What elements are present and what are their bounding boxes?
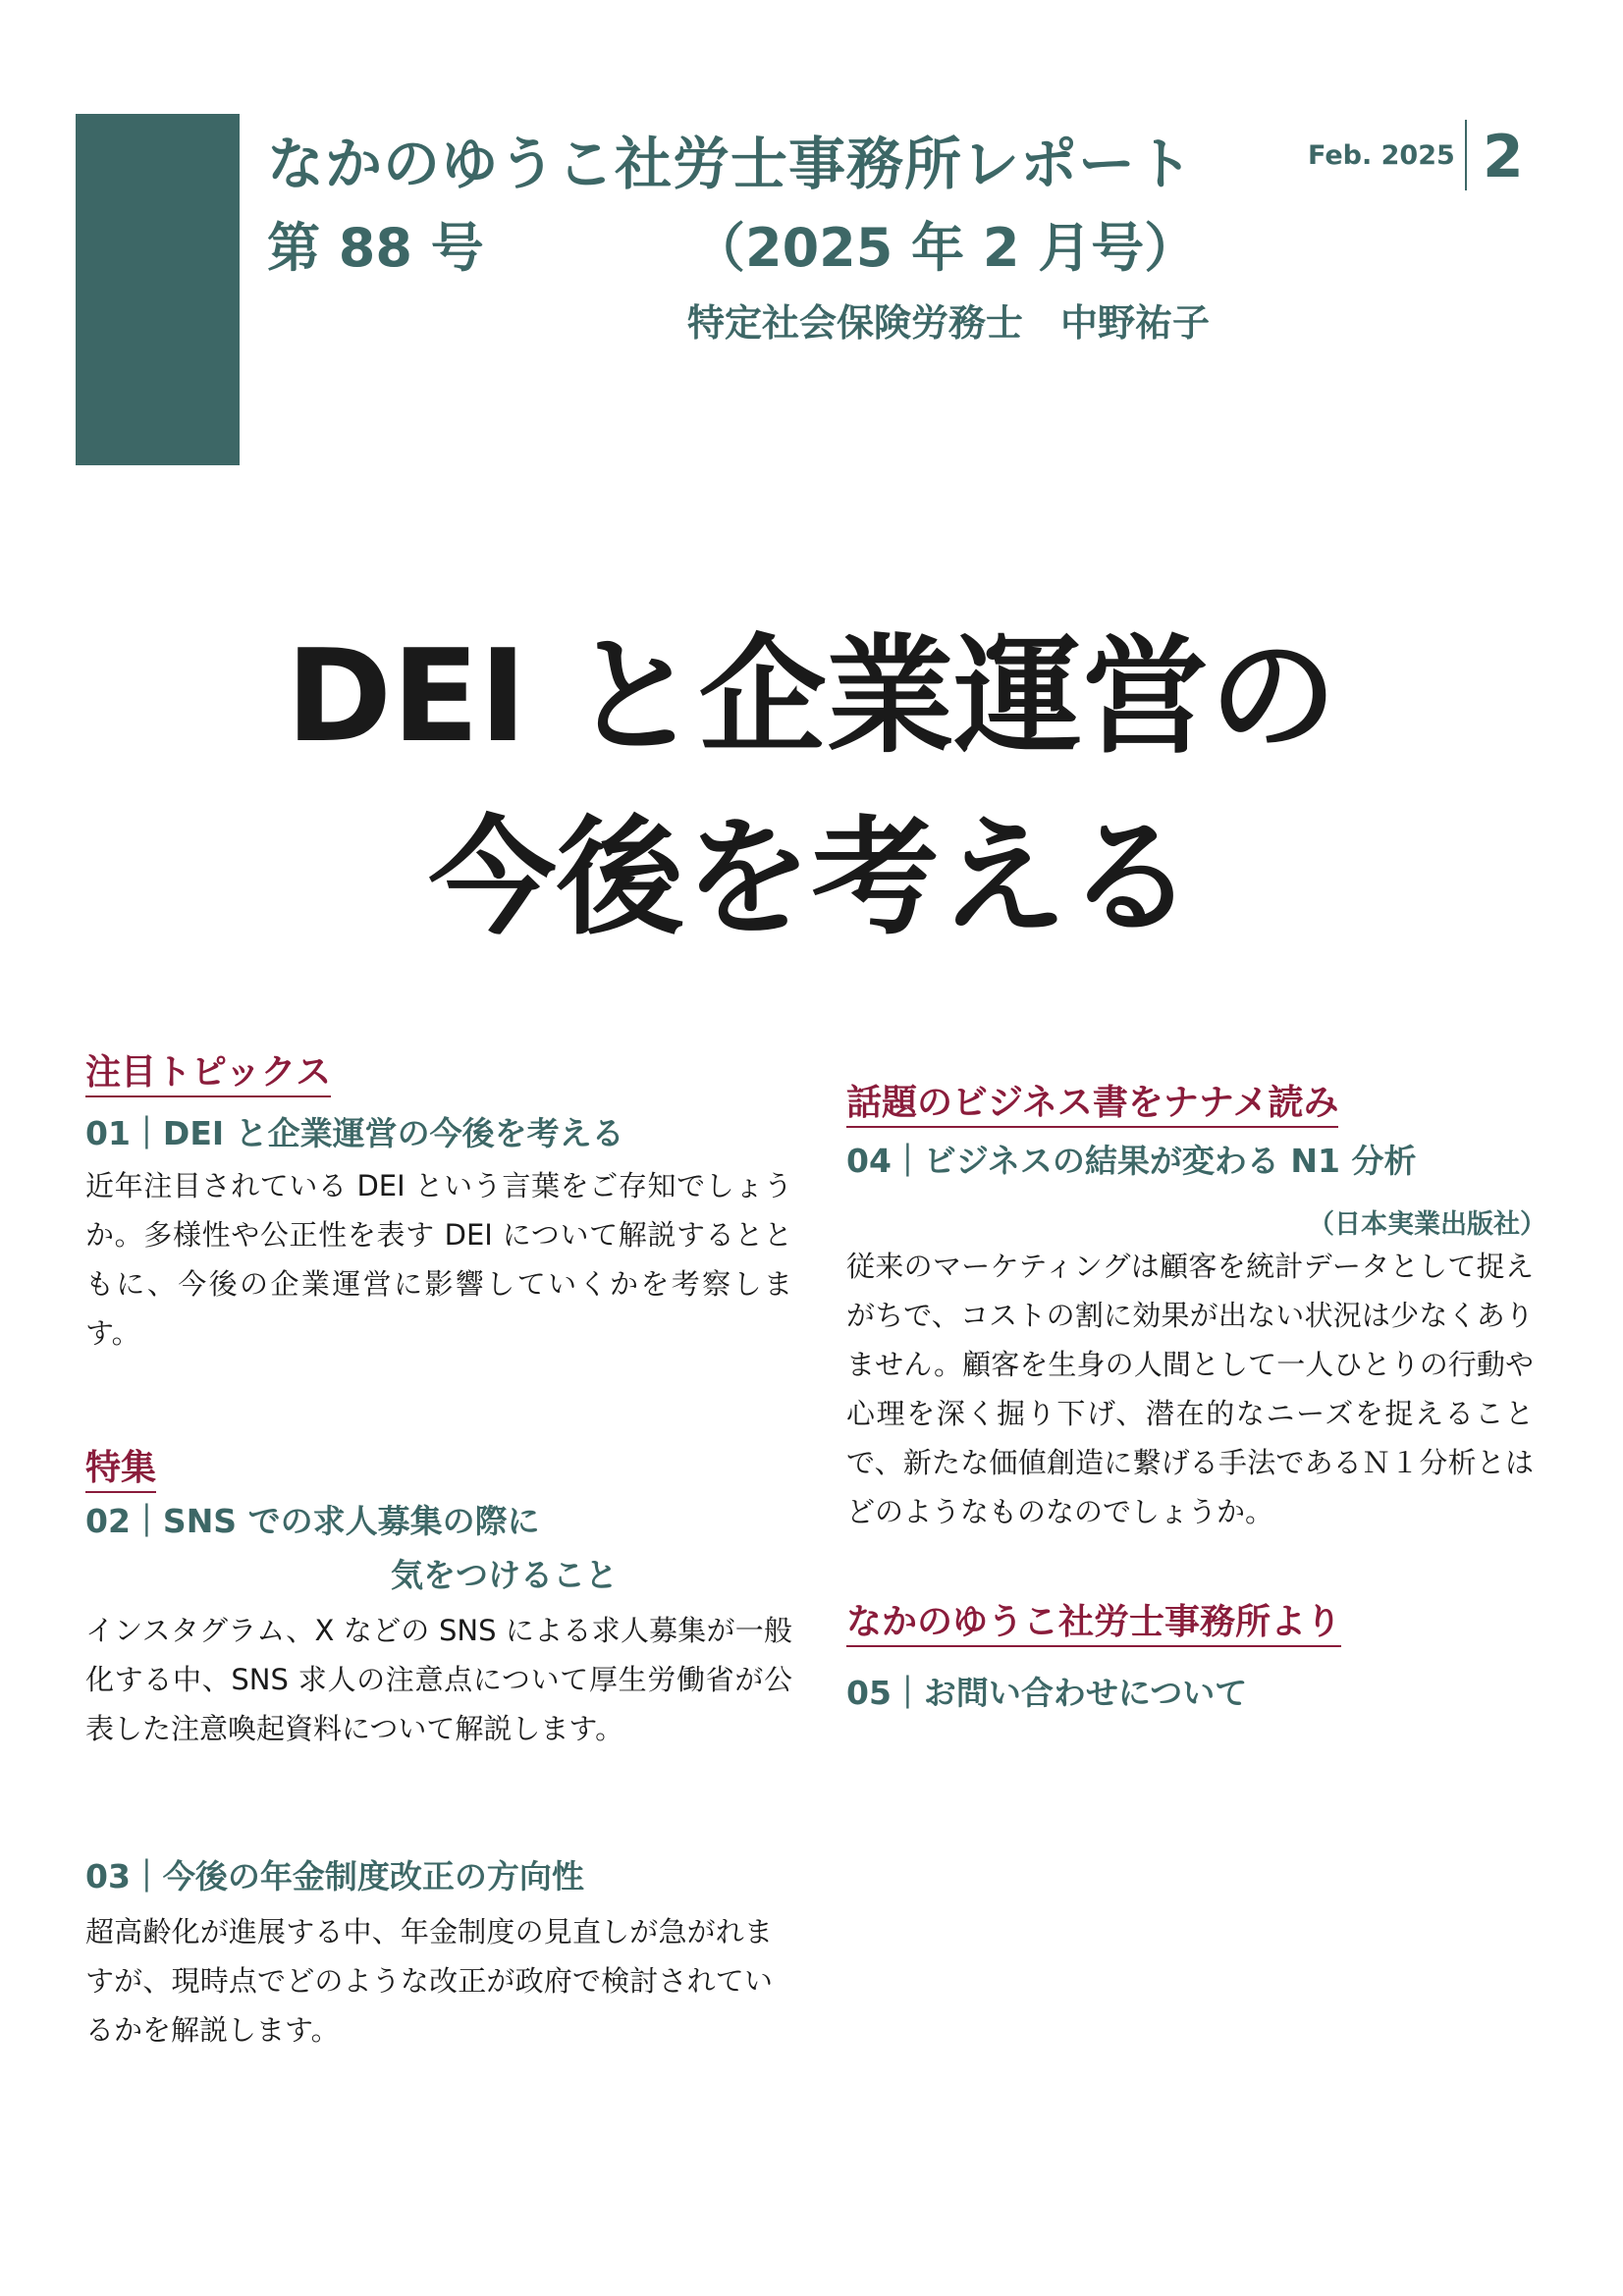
- item-title-03: 03｜今後の年金制度改正の方向性: [85, 1857, 584, 1896]
- item-body-03: 超高齢化が進展する中、年金制度の見直しが急がれますが、現時点でどのような改正が政府で検討されているかを解説します。: [85, 1915, 773, 2047]
- item-title-05: 05｜お問い合わせについて: [846, 1674, 1248, 1712]
- item-body-04: 従来のマーケティングは顧客を統計データとして捉えがちで、コストの割に効果が出ない状況は少なくありません。顧客を生身の人間として一人ひとりの行動や心理を深く掘り下げ、潜在的なニーズを捉えることで、新たな価値創造に繋げる手法であるＮ１分析とはどのようなものなのでしょうか。: [846, 1250, 1534, 1528]
- item-title-02-line-1: 02｜SNS での求人募集の際に: [85, 1502, 540, 1540]
- main-headline-line-1: DEI と企業運営の: [286, 621, 1337, 771]
- item-title-01: 01｜DEI と企業運営の今後を考える: [85, 1114, 624, 1152]
- main-headline-line-2: 今後を考える: [428, 803, 1195, 952]
- page-number: 2: [1483, 123, 1524, 191]
- item-title-04: 04｜ビジネスの結果が変わる N1 分析: [846, 1142, 1417, 1180]
- issue-date: （2025 年 2 月号）: [692, 217, 1198, 279]
- section-heading-feature: 特集: [85, 1449, 156, 1493]
- issue-number: 第 88 号: [267, 217, 484, 279]
- header-color-block: [76, 114, 240, 465]
- item-body-01: 近年注目されている DEI という言葉をご存知でしょうか。多様性や公正性を表す DEI について解説するとともに、今後の企業運営に影響していくかを考察します。: [85, 1169, 792, 1350]
- item-title-02-line-2: 気をつけること: [391, 1556, 618, 1594]
- report-title: なかのゆうこ社労士事務所レポート: [267, 131, 1195, 197]
- month-label: Feb. 2025: [1308, 140, 1455, 171]
- item-body-02: インスタグラム、X などの SNS による求人募集が一般化する中、SNS 求人の注意点について厚生労働省が公表した注意喚起資料について解説します。: [85, 1614, 792, 1745]
- section-heading-business-books: 話題のビジネス書をナナメ読み: [846, 1084, 1338, 1128]
- header-divider: [1465, 120, 1467, 190]
- author-name: 特定社会保険労務士 中野祐子: [687, 301, 1211, 345]
- section-heading-office-news: なかのゆうこ社労士事務所より: [846, 1603, 1341, 1647]
- section-heading-topics: 注目トピックス: [85, 1053, 331, 1097]
- publisher-name: （日本実業出版社）: [1308, 1209, 1546, 1240]
